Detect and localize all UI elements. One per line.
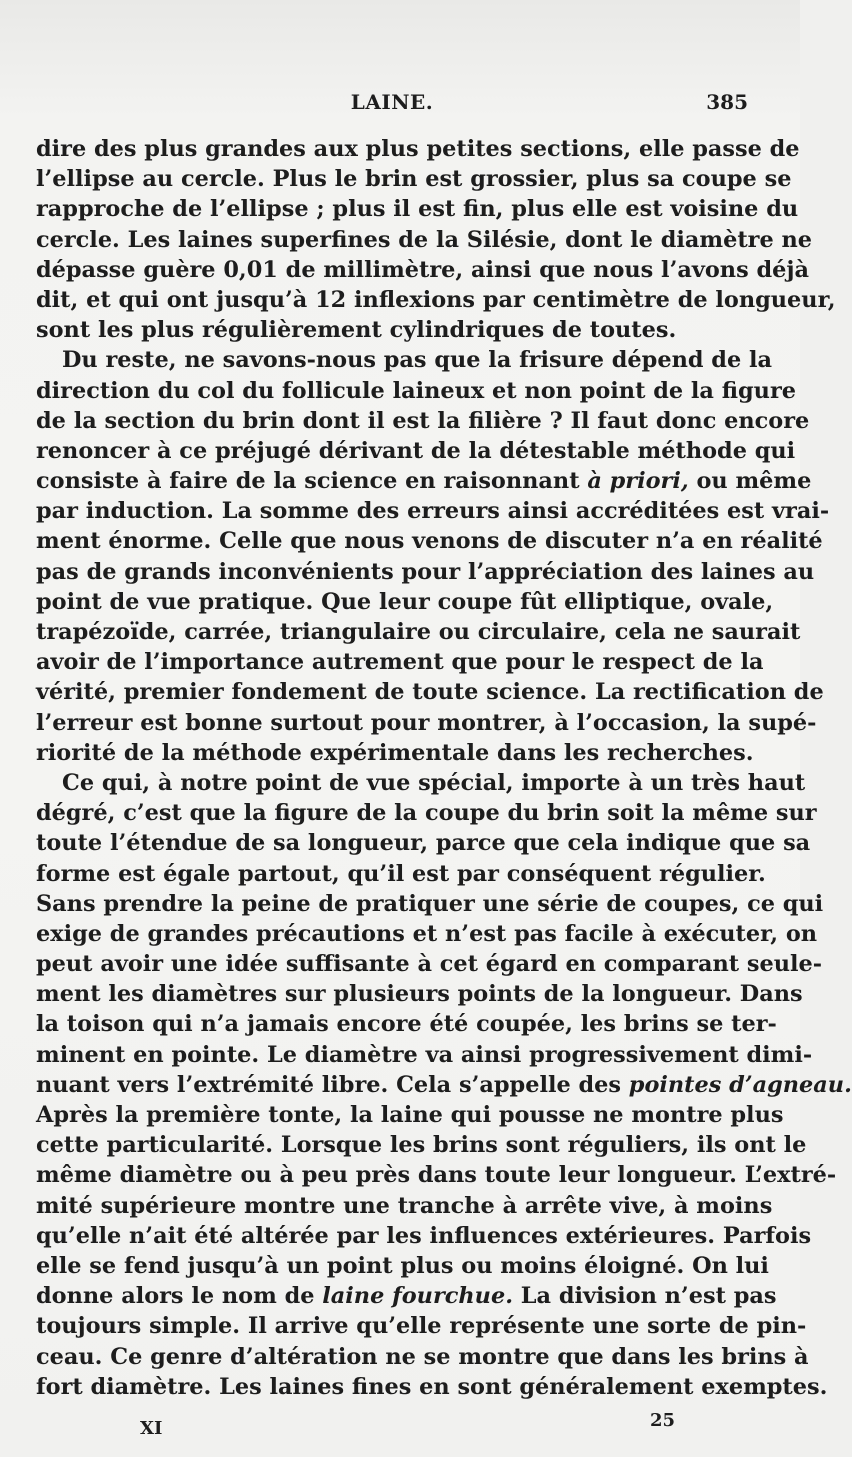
text-line: rapproche de l’ellipse ; plus il est fin, plus elle est voisine du: [36, 196, 799, 223]
text-segment: La division n’est pas: [520, 1283, 777, 1310]
text-line: dépasse guère 0,01 de millimètre, ainsi que nous l’avons déjà: [36, 256, 810, 283]
text-line: elle se fend jusqu’à un point plus ou moins éloigné. On lui: [36, 1252, 769, 1279]
text-line: Sans prendre la peine de pratiquer une série de coupes, ce qui: [36, 890, 824, 917]
text-line: renoncer à ce préjugé dérivant de la détestable méthode qui: [36, 437, 796, 464]
text-line: direction du col du follicule laineux et non point de la figure: [36, 377, 796, 404]
text-line: vérité, premier fondement de toute science. La rectification de: [36, 679, 824, 706]
text-line: forme est égale partout, qu’il est par conséquent régulier.: [36, 860, 766, 887]
text-line: trapézoïde, carrée, triangulaire ou circulaire, cela ne saurait: [36, 619, 801, 645]
text-line: Après la première tonte, la laine qui pousse ne montre plus: [36, 1102, 784, 1128]
text-line: ceau. Ce genre d’altération ne se montre que dans les brins à: [36, 1343, 809, 1370]
text-line: Ce qui, à notre point de vue spécial, importe à un très haut: [62, 769, 806, 796]
text-line: point de vue pratique. Que leur coupe fût elliptique, ovale,: [36, 588, 774, 615]
text-line: [36, 1281, 777, 1311]
text-line: [36, 1070, 852, 1100]
text-line: mité supérieure montre une tranche à arrête vive, à moins: [36, 1192, 773, 1219]
text-line: peut avoir une idée suffisante à cet égard en comparant seule-: [36, 951, 823, 978]
text-line: sont les plus régulièrement cylindriques de toutes.: [36, 317, 677, 344]
text-line: minent en pointe. Le diamètre va ainsi progressivement dimi-: [36, 1041, 813, 1068]
text-line: cette particularité. Lorsque les brins sont réguliers, ils ont le: [36, 1132, 807, 1159]
text-line: riorité de la méthode expérimentale dans les recherches.: [36, 739, 754, 766]
text-line: ment énorme. Celle que nous venons de discuter n’a en réalité: [36, 528, 823, 555]
text-line: fort diamètre. Les laines fines en sont généralement exemptes.: [36, 1373, 828, 1400]
text-line: même diamètre ou à peu près dans toute leur longueur. L’extré-: [36, 1162, 837, 1189]
text-line: par induction. La somme des erreurs ainsi accréditées est vrai-: [36, 498, 830, 525]
running-head: LAINE.: [350, 90, 434, 114]
text-line: l’erreur est bonne surtout pour montrer, à l’occasion, la supé-: [36, 709, 817, 736]
text-line: avoir de l’importance autrement que pour le respect de la: [36, 649, 764, 676]
text-segment: nuant vers l’extrémité libre. Cela s’appelle des: [36, 1071, 621, 1098]
italic-term: laine fourchue.: [322, 1283, 513, 1310]
text-line: toute l’étendue de sa longueur, parce que cela indique que sa: [36, 830, 811, 857]
text-line: pas de grands inconvénients pour l’appréciation des laines au: [36, 558, 815, 585]
italic-term: à priori,: [587, 468, 689, 495]
text-line: dire des plus grandes aux plus petites sections, elle passe de: [36, 136, 800, 162]
text-line: la toison qui n’a jamais encore été coupée, les brins se ter-: [36, 1011, 777, 1038]
signature-mark: XI: [140, 1418, 163, 1439]
text-line: qu’elle n’ait été altérée par les influences extérieures. Parfois: [36, 1222, 812, 1249]
text-line: ment les diamètres sur plusieurs points de la longueur. Dans: [36, 981, 803, 1008]
sheet-number: 25: [650, 1410, 676, 1431]
text-line: exige de grandes précautions et n’est pas facile à exécuter, on: [36, 920, 818, 947]
text-line: Du reste, ne savons-nous pas que la frisure dépend de la: [62, 347, 773, 374]
page-number: 385: [706, 90, 748, 114]
text-line: toujours simple. Il arrive qu’elle représente une sorte de pin-: [36, 1313, 807, 1340]
page-header: [36, 90, 748, 120]
text-line: cercle. Les laines superfines de la Silésie, dont le diamètre ne: [36, 226, 813, 253]
text-segment: ou même: [696, 468, 812, 495]
text-segment: donne alors le nom de: [36, 1283, 315, 1310]
text-line: dégré, c’est que la figure de la coupe du brin soit la même sur: [36, 800, 817, 827]
text-line: l’ellipse au cercle. Plus le brin est grossier, plus sa coupe se: [36, 166, 792, 193]
text-line: dit, et qui ont jusqu’à 12 inflexions par centimètre de longueur,: [36, 286, 836, 313]
italic-term: pointes d’agneau.: [628, 1071, 852, 1098]
body-text: [36, 134, 852, 1402]
text-segment: consiste à faire de la science en raisonnant: [36, 468, 580, 495]
text-line: [36, 466, 812, 496]
page-footer: [36, 1410, 748, 1444]
text-line: de la section du brin dont il est la filière ? Il faut donc encore: [36, 407, 810, 434]
